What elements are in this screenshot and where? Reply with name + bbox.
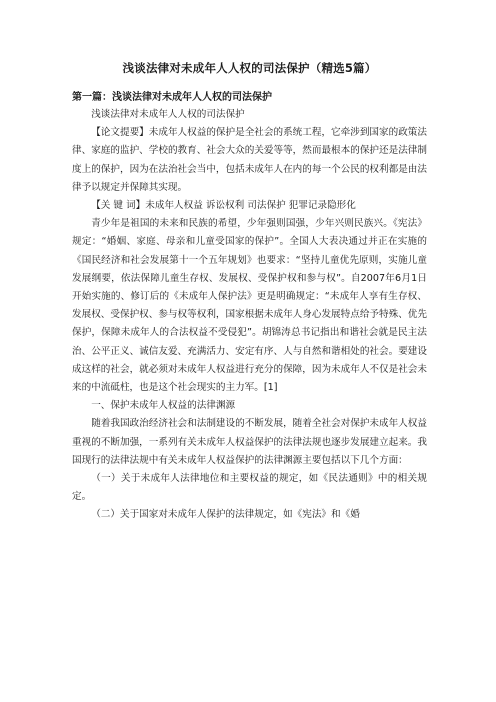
paragraph-subtitle: 浅谈法律对未成年人人权的司法保护 (91, 109, 245, 120)
document-title: 浅谈法律对未成年人人权的司法保护（精选5篇） (122, 61, 377, 75)
paragraph-item-2: （二）关于国家对未成年人保护的法律规定，如《宪法》和《婚 (91, 509, 360, 521)
paragraph-item-1: （一）关于未成年人法律地位和主要权益的规定，如《民法通则》中的相关规定。 (72, 473, 427, 503)
section-title: 第一篇：浅谈法律对未成年人人权的司法保护 (72, 92, 272, 103)
document-page (72, 60, 427, 525)
paragraph-heading-1: 一、保护未成年人权益的法律渊源 (91, 400, 236, 412)
paragraph-abstract: 【论文提要】未成年人权益的保护是全社会的系统工程，它牵涉到国家的政策法律、家庭的监护、学校的教育、社会大众的关爱等等，然而最根本的保护还是法律制度上的保护，因为在法治社会当中，包括未成年人在内的每一个公民的权利都是由法律予以规定并保障其实现。 (72, 127, 427, 193)
paragraph-intro: 青少年是祖国的未来和民族的希望，少年强则国强，少年兴则民族兴。《宪法》规定：“婚姻、家庭、母亲和儿童受国家的保护”。全国人大表决通过并正在实施的《国民经济和社会发展第十一个五年规划》也要求：“坚持儿童优先原则，实施儿童发展纲要，依法保障儿童生存权、发展权、受保护权和参与权”。自2007年6月1日开始实施的、修订后的《未成年人保护法》更是明确规定：“未成年人享有生存权、发展权、受保护权、参与权等权利，国家根据未成年人身心发展特点给予特殊、优先保护，保障未成年人的合法权益不受侵犯”。胡锦涛总书记指出和谐社会就是民主法治、公平正义、诚信友爱、充满活力、安定有序、人与自然和谐相处的社会。要建设成这样的社会，就必须对未成年人权益进行充分的保障，因为未成年人不仅是社会未来的中流砥柱，也是这个社会现实的主力军。[1] (72, 218, 427, 394)
paragraph-body: 随着我国政治经济社会和法制建设的不断发展，随着全社会对保护未成年人权益重视的不断加强，一系列有关未成年人权益保护的法律法规也逐步发展建立起来。我国现行的法律法规中有关未成年人权益保护的法律渊源主要包括以下几个方面： (72, 418, 427, 466)
paragraph-keywords: 【关 键 词】未成年人权益 诉讼权利 司法保护 犯罪记录隐形化 (91, 200, 356, 212)
